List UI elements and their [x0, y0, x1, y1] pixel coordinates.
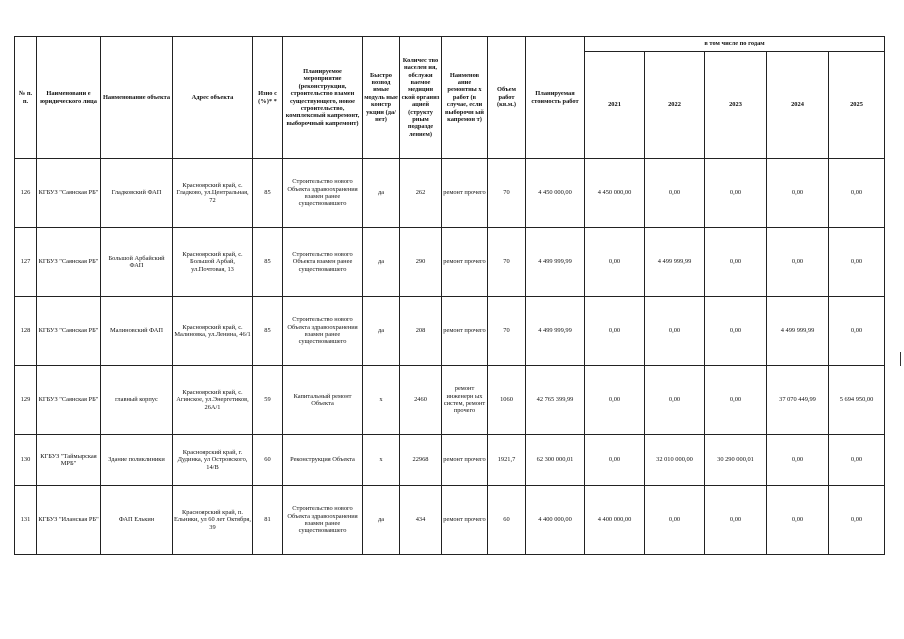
cell-2021: 4 450 000,00: [585, 159, 645, 228]
cell-entity: КГБУЗ "Таймырская МРБ": [37, 435, 101, 486]
cell-2024: 37 070 449,99: [767, 366, 829, 435]
cell-2025: 0,00: [829, 159, 885, 228]
cell-activity: Строительство нового Объекта здравоохранения взамен ранее существовавшего: [283, 159, 363, 228]
cell-activity: Строительство нового Объекта здравоохранения взамен ранее существовавшего: [283, 486, 363, 555]
cell-2022: 0,00: [645, 486, 705, 555]
cell-2021: 0,00: [585, 366, 645, 435]
cell-population: 262: [400, 159, 442, 228]
cell-wear: 85: [253, 228, 283, 297]
cell-activity: Строительство нового Объекта здравоохранения взамен ранее существовавшего: [283, 297, 363, 366]
cell-repair: ремонт прочего: [442, 159, 488, 228]
cell-population: 2460: [400, 366, 442, 435]
cell-modular: да: [363, 228, 400, 297]
table-row: [15, 159, 885, 228]
cell-modular: х: [363, 435, 400, 486]
cell-volume: 1060: [488, 366, 526, 435]
cell-wear: 85: [253, 159, 283, 228]
header-year-2023: 2023: [705, 52, 767, 159]
cell-num: 127: [15, 228, 37, 297]
cell-2024: 0,00: [767, 159, 829, 228]
cell-cost: 62 300 000,01: [526, 435, 585, 486]
cell-address: Красноярский край, п. Ельники, ул 60 лет Октября, 39: [173, 486, 253, 555]
cell-2021: 0,00: [585, 297, 645, 366]
cell-2021: 4 400 000,00: [585, 486, 645, 555]
header-year-2025: 2025: [829, 52, 885, 159]
cell-activity: Реконструкция Объекта: [283, 435, 363, 486]
cell-2024: 0,00: [767, 486, 829, 555]
cell-address: Красноярский край, с. Большой Арбай, ул.Почтовая, 13: [173, 228, 253, 297]
cell-modular: да: [363, 486, 400, 555]
cell-volume: 70: [488, 297, 526, 366]
cell-cost: 4 400 000,00: [526, 486, 585, 555]
document-page: [14, 36, 885, 555]
cell-repair: ремонт прочего: [442, 297, 488, 366]
cell-num: 128: [15, 297, 37, 366]
cell-2022: 0,00: [645, 297, 705, 366]
cell-2023: 0,00: [705, 297, 767, 366]
cell-wear: 59: [253, 366, 283, 435]
cell-volume: 70: [488, 228, 526, 297]
cell-wear: 81: [253, 486, 283, 555]
header-repair-name: Наименов ание ремонтны х работ (в случае, если выборочн ый капремон т): [442, 37, 488, 159]
cell-object: Здание поликлиники: [101, 435, 173, 486]
header-legal-entity: Наименовани е юридического лица: [37, 37, 101, 159]
cell-activity: Капитальный ремонт Объекта: [283, 366, 363, 435]
cell-2025: 0,00: [829, 228, 885, 297]
cell-object: главный корпус: [101, 366, 173, 435]
table-body: [15, 159, 885, 555]
cell-entity: КГБУЗ "Саянская РБ": [37, 159, 101, 228]
header-year-2024: 2024: [767, 52, 829, 159]
cell-num: 131: [15, 486, 37, 555]
table-row: [15, 228, 885, 297]
table-row: [15, 486, 885, 555]
cell-volume: 1921,7: [488, 435, 526, 486]
cell-2023: 0,00: [705, 486, 767, 555]
cell-entity: КГБУЗ "Иланская РБ": [37, 486, 101, 555]
cell-2025: 0,00: [829, 486, 885, 555]
header-wear: Изно с (%)* *: [253, 37, 283, 159]
cell-address: Красноярский край, с. Малиновка, ул.Ленина, 46/1: [173, 297, 253, 366]
cell-volume: 60: [488, 486, 526, 555]
cell-population: 208: [400, 297, 442, 366]
header-object-name: Наименование объекта: [101, 37, 173, 159]
cell-cost: 4 499 999,99: [526, 297, 585, 366]
scan-mark: [900, 352, 901, 366]
cell-2021: 0,00: [585, 228, 645, 297]
cell-wear: 85: [253, 297, 283, 366]
header-volume: Объем работ (кв.м.): [488, 37, 526, 159]
cell-activity: Строительство нового Объекта взамен ранее существовавшего: [283, 228, 363, 297]
cell-num: 129: [15, 366, 37, 435]
header-num: № п. п.: [15, 37, 37, 159]
cell-repair: ремонт инженерн ых систем, ремонт прочего: [442, 366, 488, 435]
header-year-2021: 2021: [585, 52, 645, 159]
cell-volume: 70: [488, 159, 526, 228]
table-header: [15, 37, 885, 159]
header-year-2022: 2022: [645, 52, 705, 159]
cell-population: 22968: [400, 435, 442, 486]
cell-population: 434: [400, 486, 442, 555]
cell-object: Большой Арбайский ФАП: [101, 228, 173, 297]
cell-2022: 0,00: [645, 159, 705, 228]
cell-2025: 0,00: [829, 297, 885, 366]
cell-cost: 4 450 000,00: [526, 159, 585, 228]
cell-modular: х: [363, 366, 400, 435]
header-planned-cost: Планируемая стоимость работ: [526, 37, 585, 159]
header-population: Количес тво населен ия, обслужи ваемое медицин ской организ ацией (структу рным подразде лением): [400, 37, 442, 159]
cell-wear: 60: [253, 435, 283, 486]
cell-repair: ремонт прочего: [442, 486, 488, 555]
cell-2023: 0,00: [705, 228, 767, 297]
cell-object: Малиновский ФАП: [101, 297, 173, 366]
table-row: [15, 366, 885, 435]
cell-entity: КГБУЗ "Саянская РБ": [37, 297, 101, 366]
cell-population: 290: [400, 228, 442, 297]
table-row: [15, 435, 885, 486]
cell-2021: 0,00: [585, 435, 645, 486]
header-modular: Быстро возвод имые модуль ные констр укции (да/нет): [363, 37, 400, 159]
cell-address: Красноярский край, г. Дудинка, ул Островского, 14/В: [173, 435, 253, 486]
cell-2022: 4 499 999,99: [645, 228, 705, 297]
cell-2025: 0,00: [829, 435, 885, 486]
cell-2022: 0,00: [645, 366, 705, 435]
cell-2023: 30 290 000,01: [705, 435, 767, 486]
cell-2023: 0,00: [705, 366, 767, 435]
cell-entity: КГБУЗ "Саянская РБ": [37, 366, 101, 435]
header-address: Адрес объекта: [173, 37, 253, 159]
cell-cost: 4 499 999,99: [526, 228, 585, 297]
cell-2022: 32 010 000,00: [645, 435, 705, 486]
cell-2023: 0,00: [705, 159, 767, 228]
cell-2025: 5 694 950,00: [829, 366, 885, 435]
cell-2024: 4 499 999,99: [767, 297, 829, 366]
header-by-years: в том числе по годам: [585, 37, 885, 52]
cell-object: ФАП Елькин: [101, 486, 173, 555]
cell-2024: 0,00: [767, 228, 829, 297]
table-row: [15, 297, 885, 366]
header-planned-activity: Планируемое мероприятие (реконструкция, строительство взамен существующего, новое строительство, комплексный капремонт, выборочный капремонт): [283, 37, 363, 159]
cell-repair: ремонт прочего: [442, 435, 488, 486]
cell-2024: 0,00: [767, 435, 829, 486]
facilities-table: [14, 36, 885, 555]
cell-num: 126: [15, 159, 37, 228]
cell-address: Красноярский край, с. Агинское, ул.Энергетиков, 26А/1: [173, 366, 253, 435]
cell-num: 130: [15, 435, 37, 486]
cell-cost: 42 765 399,99: [526, 366, 585, 435]
cell-entity: КГБУЗ "Саянская РБ": [37, 228, 101, 297]
cell-modular: да: [363, 297, 400, 366]
cell-modular: да: [363, 159, 400, 228]
cell-address: Красноярский край, с. Гладково, ул.Центральная, 72: [173, 159, 253, 228]
cell-repair: ремонт прочего: [442, 228, 488, 297]
cell-object: Гладковский ФАП: [101, 159, 173, 228]
